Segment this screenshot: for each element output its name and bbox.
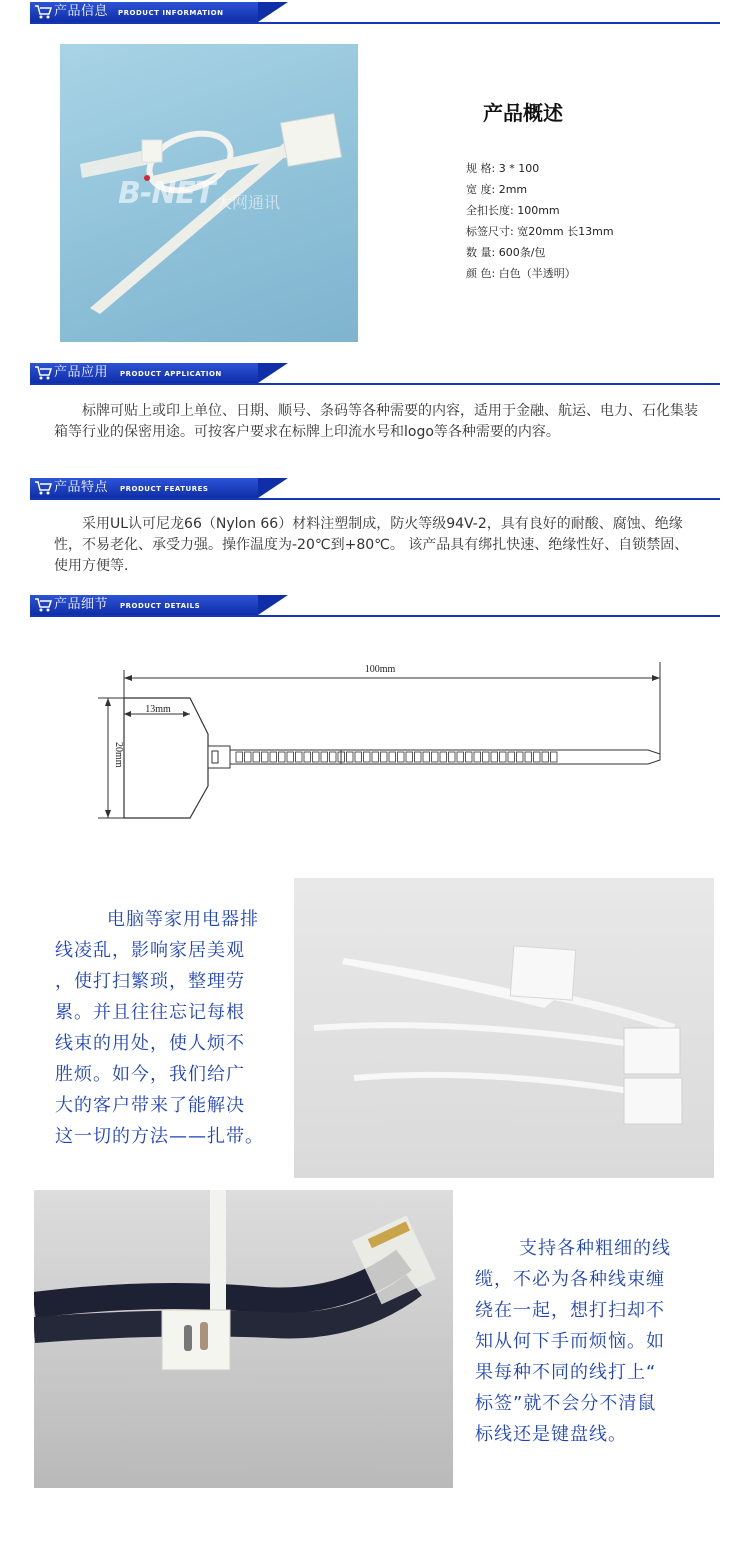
promo-line: 大的客户带来了能解决 (55, 1095, 245, 1116)
section-title-cn: 产品信息 (54, 4, 109, 19)
spec-item: 宽 度: 2mm (466, 183, 528, 196)
promo-line: 累。并且往往忘记每根 (55, 1002, 245, 1023)
promo-line: 标线还是键盘线。 (475, 1424, 627, 1445)
cart-icon (34, 365, 52, 381)
cart-icon (34, 597, 52, 613)
promo-line: 绕在一起，想打扫却不 (475, 1300, 665, 1321)
spec-item: 颜 色: 白色（半透明） (466, 267, 576, 280)
product-photo-main (60, 44, 358, 342)
cable-tie-diagram (98, 658, 668, 833)
width-label: 13mm (145, 704, 171, 715)
section-header-product-details (30, 595, 720, 617)
promo-line: 电脑等家用电器排 (107, 909, 259, 930)
cart-icon (34, 480, 52, 496)
promo-line: ，使打扫繁琐，整理劳 (55, 971, 245, 992)
spec-list (466, 158, 614, 284)
promo-line: 知从何下手而烦恼。如 (475, 1331, 665, 1352)
section-title-cn: 产品细节 (54, 597, 109, 612)
spec-item: 全扣长度: 100mm (466, 204, 560, 217)
watermark-text: 大网通讯 (216, 193, 281, 212)
promo-line: 缆，不必为各种线束缠 (475, 1269, 665, 1290)
spec-item: 标签尺寸: 宽20mm 长13mm (466, 225, 614, 238)
section-title-en: PRODUCT INFORMATION (118, 9, 224, 17)
promo-line: 线束的用处，使人烦不 (55, 1033, 245, 1054)
promo-line: 胜烦。如今，我们给广 (55, 1064, 245, 1085)
features-paragraph: 采用UL认可尼龙66（Nylon 66）材料注塑制成，防火等级94V-2，具有良好的耐酸、腐蚀、绝缘性，不易老化、承受力强。操作温度为-20℃到+80℃。 该产品具有绑扎快速、绝缘性好、自锁禁固、使用方便等. (54, 516, 689, 574)
promo-line: 线凌乱，影响家居美观 (55, 940, 245, 961)
promo-line: 果每种不同的线打上“ (475, 1362, 657, 1383)
product-photo-cable (34, 1190, 453, 1488)
cart-icon (34, 4, 52, 20)
promo-line: 这一切的方法——扎带。 (55, 1126, 264, 1147)
section-title-en: PRODUCT FEATURES (120, 485, 209, 493)
section-title-cn: 产品特点 (54, 480, 109, 495)
section-title-en: PRODUCT APPLICATION (120, 370, 222, 378)
section-title-en: PRODUCT DETAILS (120, 602, 201, 610)
promo-text-2 (475, 1233, 671, 1450)
spec-item: 数 量: 600条/包 (466, 246, 546, 259)
watermark-logo: B-NET (118, 176, 215, 211)
promo-line: 标签”就不会分不清鼠 (475, 1393, 657, 1414)
section-header-product-features (30, 478, 720, 500)
application-paragraph: 标牌可贴上或印上单位、日期、顺号、条码等各种需要的内容，适用于金融、航运、电力、石化集装箱等行业的保密用途。可按客户要求在标牌上印流水号和logo等各种需要的内容。 (54, 403, 698, 440)
length-label: 100mm (364, 664, 396, 675)
height-label: 20mm (113, 742, 124, 768)
section-title-cn: 产品应用 (54, 365, 109, 380)
promo-text-1 (55, 904, 264, 1152)
section-header-product-application (30, 363, 720, 385)
overview-title: 产品概述 (483, 101, 563, 125)
spec-item: 规 格: 3 * 100 (466, 162, 540, 175)
promo-line: 支持各种粗细的线 (519, 1238, 671, 1259)
product-photo-ties (294, 878, 714, 1178)
section-header-product-information (30, 2, 720, 24)
